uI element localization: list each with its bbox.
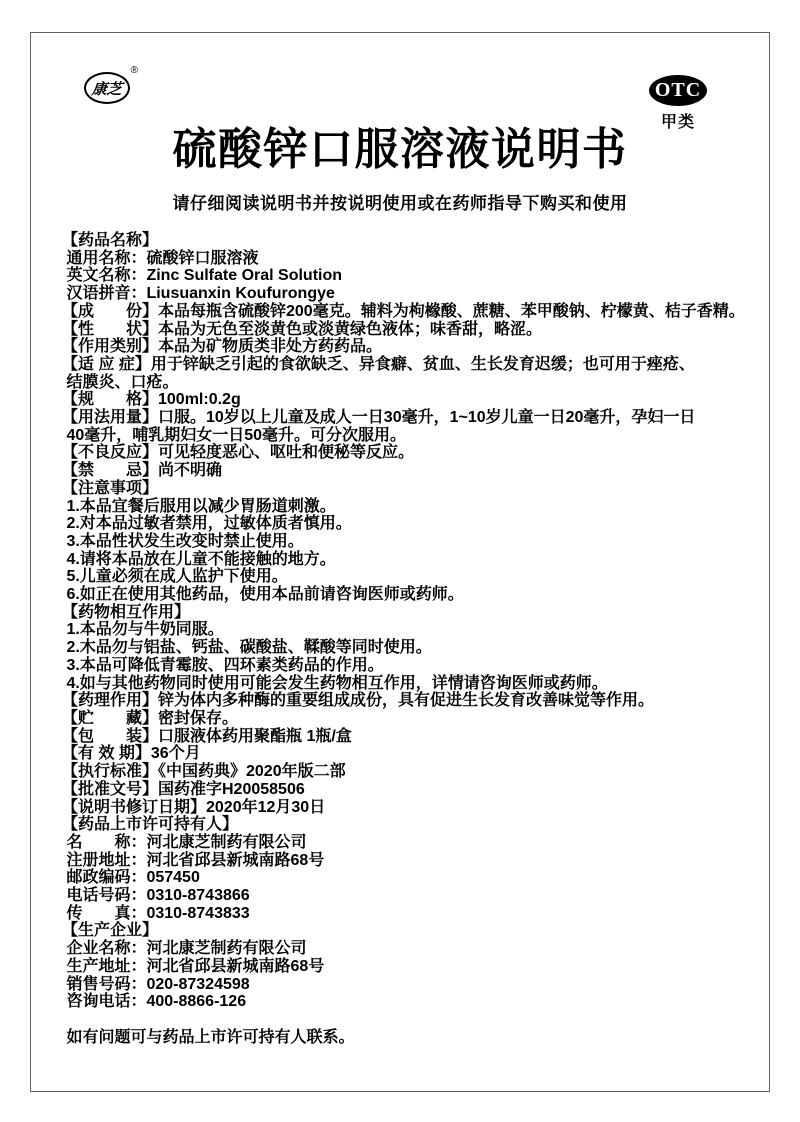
body-line: 【批准文号】国药准字H20058506: [62, 780, 305, 798]
body-line: 【药理作用】锌为体内多种酶的重要组成成份，具有促进生长发育改善味觉等作用。: [62, 692, 655, 710]
registered-trademark-icon: ®: [130, 65, 138, 76]
body-line: 【适 应 症】用于锌缺乏引起的食欲缺乏、异食癖、贫血、生长发育迟缓；也可用于痤疮、: [62, 355, 695, 373]
body-line: 【有 效 期】36个月: [62, 745, 201, 763]
body-line: 生产地址：河北省邱县新城南路68号: [62, 957, 325, 975]
document-body: [62, 232, 764, 1046]
body-line: 【用法用量】口服。10岁以上儿童及成人一日30毫升，1~10岁儿童一日20毫升，孕妇一日: [62, 409, 696, 427]
page-title: 硫酸锌口服溶液说明书: [172, 125, 628, 174]
body-line: 名 称：河北康芝制药有限公司: [62, 833, 307, 851]
body-line: 2.对本品过敏者禁用，过敏体质者慎用。: [62, 515, 352, 533]
body-line: 【作用类别】本品为矿物质类非处方药药品。: [62, 338, 383, 356]
body-line: 电话号码：0310-8743866: [62, 887, 250, 905]
body-line: 3.本品可降低青霉胺、四环素类药品的作用。: [62, 656, 384, 674]
body-line: 通用名称：硫酸锌口服溶液: [62, 249, 259, 267]
body-line: 【规 格】100ml:0.2g: [62, 391, 241, 409]
body-line: 【性 状】本品为无色至淡黄色或淡黄绿色液体；味香甜，略涩。: [62, 320, 543, 338]
otc-class-label: 甲类: [660, 114, 695, 131]
body-line: 汉语拼音：Liusuanxin Koufurongye: [62, 285, 335, 303]
body-line: 1.本品勿与牛奶同服。: [62, 621, 224, 639]
body-line: [62, 1011, 764, 1029]
body-line: 咨询电话：400-8866-126: [62, 993, 247, 1011]
body-line: 【说明书修订日期】2020年12月30日: [62, 798, 326, 816]
page-subtitle: 请仔细阅读说明书并按说明使用或在药师指导下购买和使用: [172, 194, 628, 213]
body-line: 结膜炎、口疮。: [62, 373, 179, 391]
body-line: 如有问题可与药品上市许可持有人联系。: [62, 1028, 355, 1046]
otc-badge: [649, 75, 707, 132]
body-line: 传 真：0310-8743833: [62, 904, 250, 922]
body-line: 【成 份】本品每瓶含硫酸锌200毫克。辅料为枸橼酸、蔗糖、苯甲酸钠、柠檬黄、桔子香精。: [62, 302, 745, 320]
body-line: 40毫升，哺乳期妇女一日50毫升。可分次服用。: [62, 426, 407, 444]
body-line: 【不良反应】可见轻度恶心、呕吐和便秘等反应。: [62, 444, 415, 462]
body-line: 6.如正在使用其他药品，使用本品前请咨询医师或药师。: [62, 586, 464, 604]
body-line: 【包 装】口服液体药用聚酯瓶 1瓶/盒: [62, 727, 352, 745]
body-line: 2.木品勿与铝盐、钙盐、碳酸盐、鞣酸等同时使用。: [62, 639, 432, 657]
body-line: 1.本品宜餐后服用以减少胃肠道刺激。: [62, 497, 336, 515]
brand-logo: [84, 65, 138, 104]
body-line: 企业名称：河北康芝制药有限公司: [62, 940, 307, 958]
body-line: 注册地址：河北省邱县新城南路68号: [62, 851, 325, 869]
body-line: 【注意事项】: [62, 479, 159, 497]
body-line: 5.儿童必须在成人监护下使用。: [62, 568, 288, 586]
body-line: 【药物相互作用】: [62, 603, 191, 621]
body-line: 英文名称：Zinc Sulfate Oral Solution: [62, 267, 343, 285]
body-line: 【药品名称】: [62, 232, 159, 249]
body-line: 4.请将本品放在儿童不能接触的地方。: [62, 550, 336, 568]
body-line: 【执行标准】《中国药典》2020年版二部: [62, 763, 346, 781]
body-line: 【禁 忌】尚不明确: [62, 462, 223, 480]
body-line: 【药品上市许可持有人】: [62, 816, 239, 834]
brand-logo-text: 康芝: [90, 81, 123, 98]
body-line: 3.本品性状发生改变时禁止使用。: [62, 532, 304, 550]
body-line: 销售号码：020-87324598: [62, 975, 250, 993]
body-line: 邮政编码：057450: [62, 869, 200, 887]
otc-oval-label: OTC: [649, 75, 707, 106]
body-line: 【生产企业】: [62, 922, 159, 940]
body-line: 4.如与其他药物同时使用可能会发生药物相互作用，详情请咨询医师或药师。: [62, 674, 608, 692]
body-line: 【贮 藏】密封保存。: [62, 709, 239, 727]
